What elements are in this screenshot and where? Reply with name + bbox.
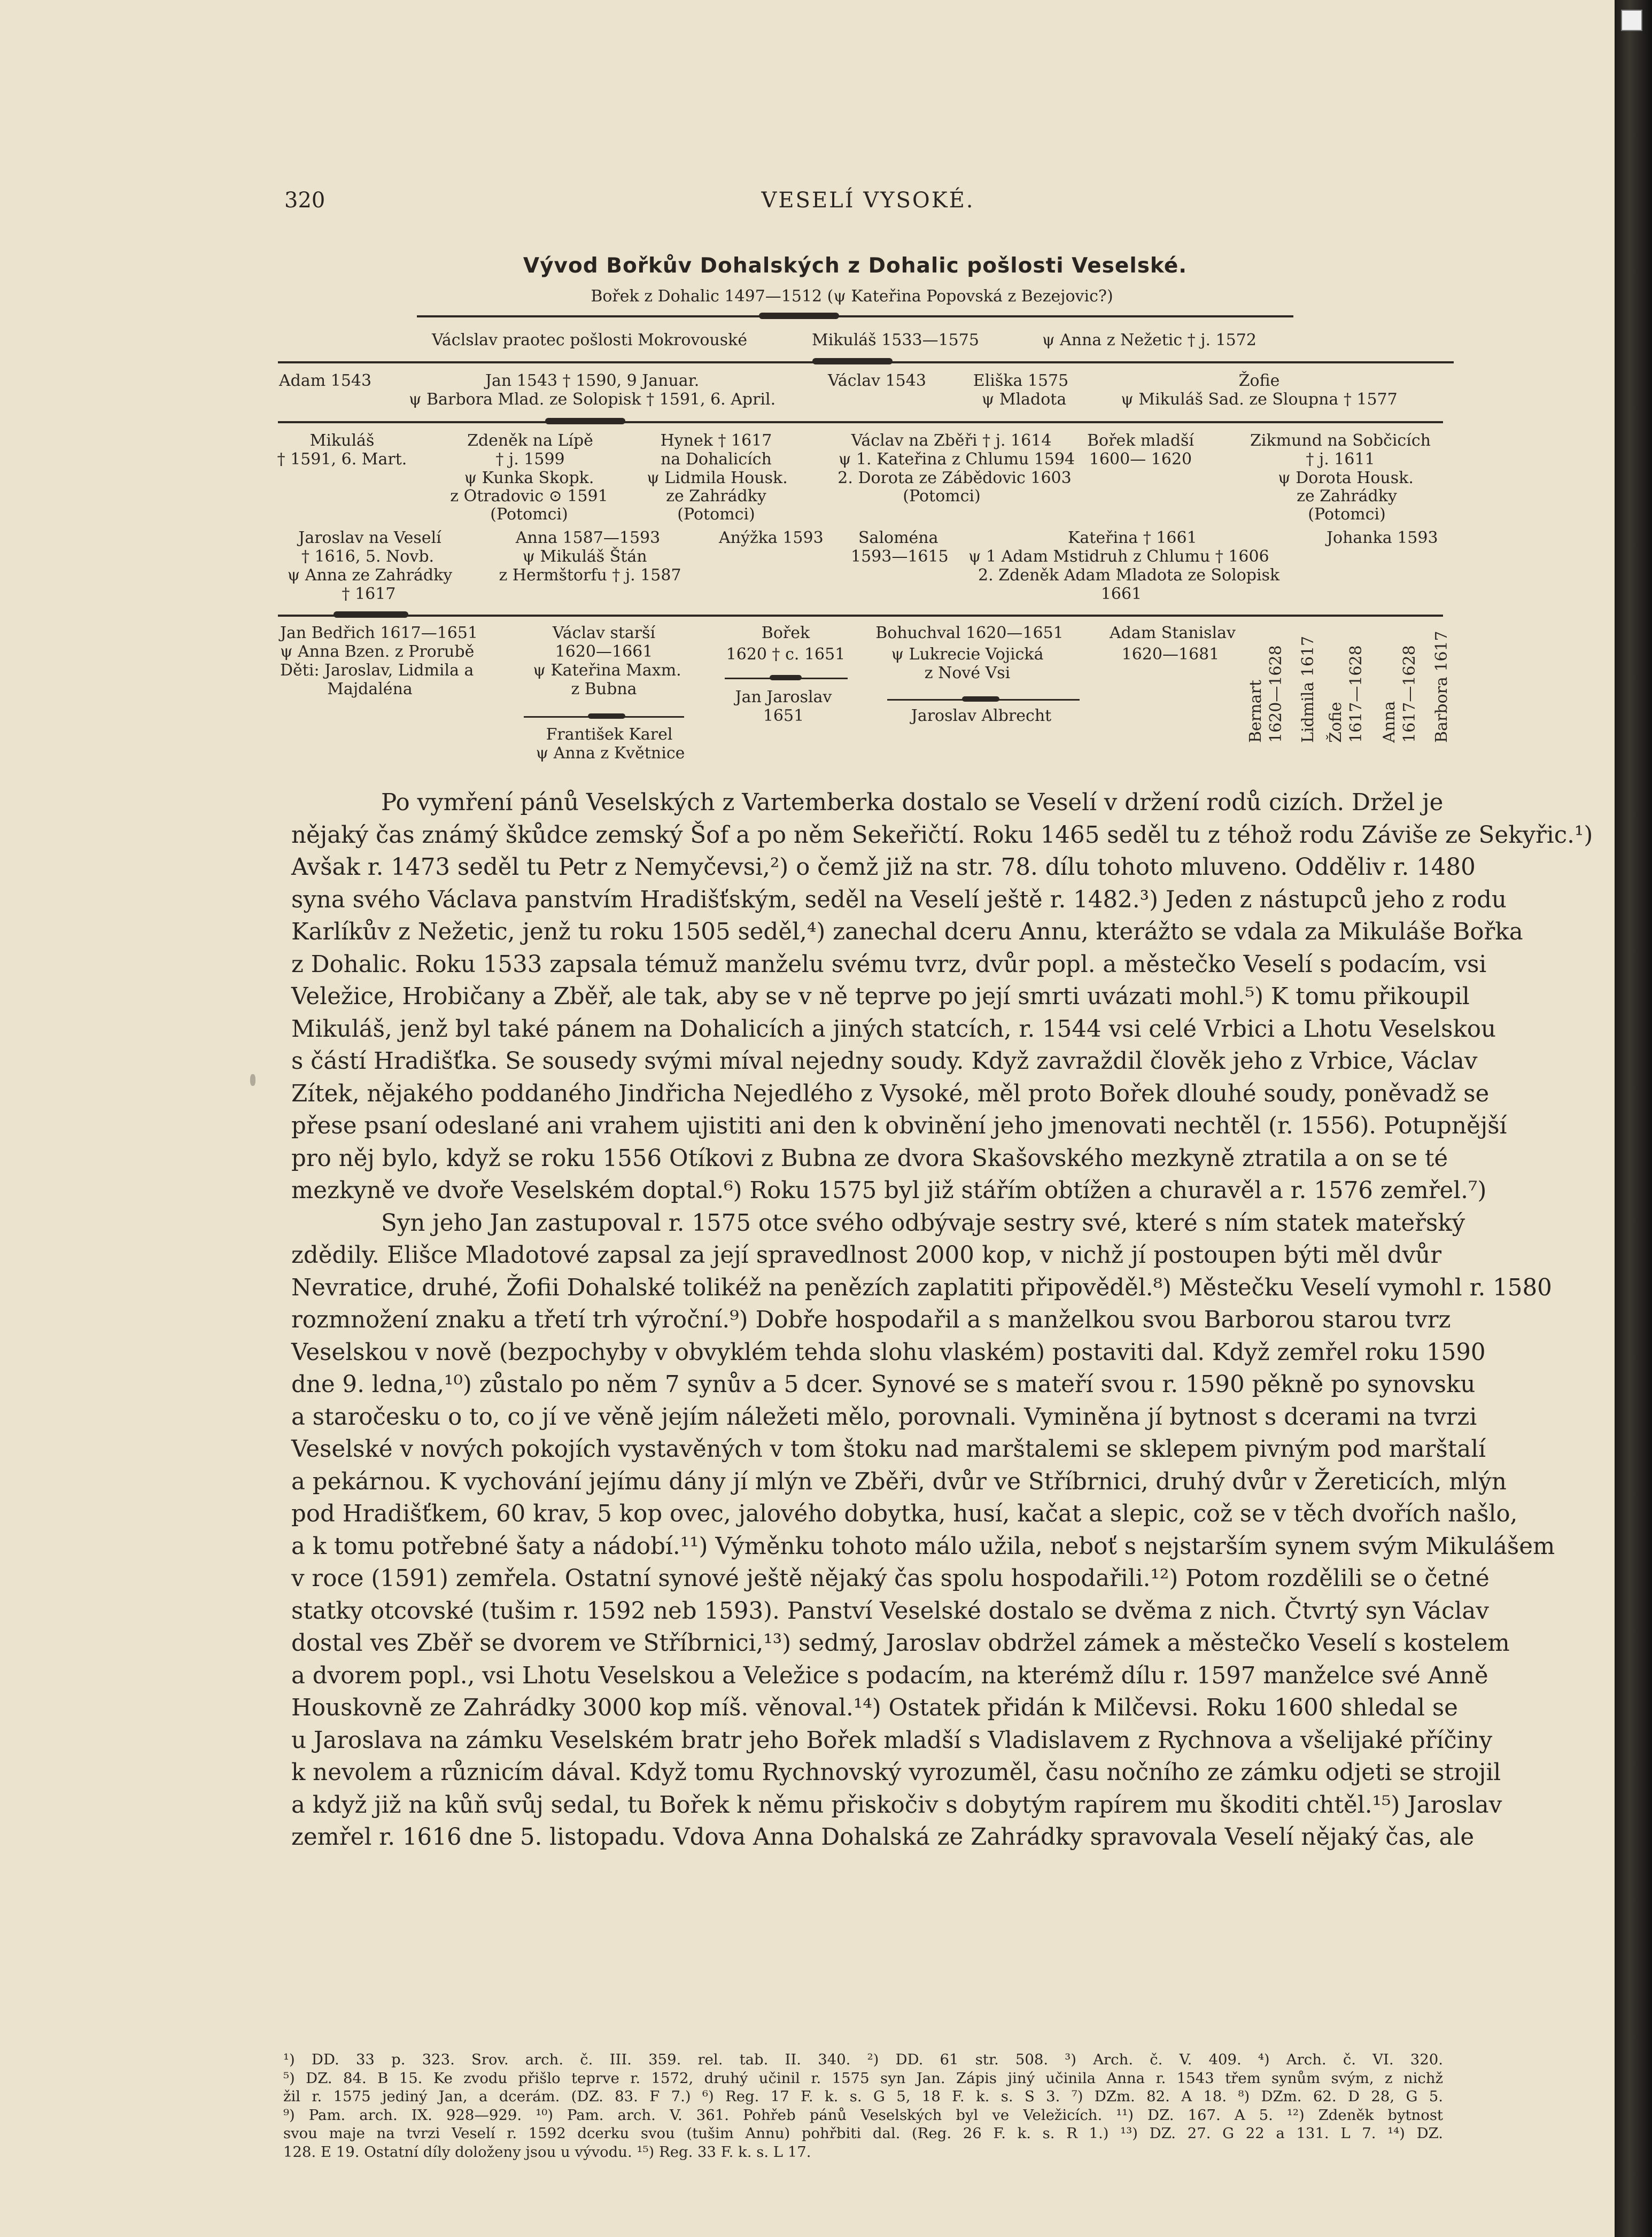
text-line: Jan Jaroslav [735,688,832,706]
text-line: k nevolem a různicím dával. Když tomu Rychnovský vyrozuměl, času nočního ze zámku odjeti se strojil [291,1759,1501,1786]
text-line: Karlíkův z Nežetic, jenž tu roku 1505 seděl,⁴) zanechal dceru Annu, kterážto se vdala za Mikuláše Bořka [291,919,1523,945]
text-line: Zikmund na Sobčicích [1250,431,1431,450]
text-line: z Bubna [571,680,637,698]
body-text [291,787,1593,1854]
gen4-anna-line1: Anna [1380,701,1399,743]
gen4-bernart-line2: 1620—1628 [1267,645,1285,743]
text-line: 1620—1681 [1121,645,1220,664]
gen4-jaroslav-albrecht: Jaroslav Albrecht [911,706,1052,725]
ink-spot [250,1074,255,1086]
bracket-nub [333,611,408,618]
text-line: ψ Kateřina Maxm. [533,661,681,680]
text-line: ψ Anna Bzen. z Prorubě [280,642,475,661]
text-line: a pekárnou. K vychování jejímu dány jí mlýn ve Zběři, dvůr ve Stříbrnici, druhý dvůr v Žereticích, mlýn [291,1468,1507,1495]
text-line: Jan Bedřich 1617—1651 [280,624,478,642]
text-line: Zítek, nějakého poddaného Jindřicha Nejedlého z Vysoké, měl proto Bořek dlouhé soudy, poněvadž se [291,1080,1490,1107]
text-line: Zdeněk na Lípě [467,431,593,450]
text-line: Syn jeho Jan zastupoval r. 1575 otce svého odbývaje sestry své, které s ním statek mateřský [381,1209,1465,1237]
text-line: † 1591, 6. Mart. [277,450,407,469]
text-line: František Karel [546,725,673,744]
text-line: Veselské v nových pokojích vystavěných v tom štoku nad marštalemi se sklepem pivným pod marštalí [291,1436,1486,1463]
text-line: 1593—1615 [851,547,949,566]
text-line: Saloména [858,529,939,547]
text-line: rozmnožení znaku a třetí trh výroční.⁹) Dobře hospodařil a s manželkou svou Barborou starou tvrz [291,1307,1451,1333]
text-line: Nevratice, druhé, Žofii Dohalské tolikéž na penězích zaplatiti připověděl.⁸) Městečku Veselí vymohl r. 1580 [291,1274,1552,1301]
text-line: zdědily. Elišce Mladotové zapsal za její spravedlnost 2000 kop, v nichž jí postoupen býti měl dvůr [291,1242,1441,1269]
text-line: dostal ves Zběř se dvorem ve Stříbrnici,¹³) sedmý, Jaroslav obdržel zámek a městečko Veselí s kostelem [291,1630,1510,1657]
text-line: a k tomu potřebné šaty a nádobí.¹¹) Výměnku tohoto málo užila, neboť s nejstarším synem svým Mikulášem [291,1533,1555,1560]
text-line: mezkyně ve dvoře Veselském doptal.⁶) Roku 1575 byl již stářím obtížen a churavěl a r. 1576 zemřel.⁷) [291,1177,1487,1204]
gen2-zofie-line2: ψ Mikuláš Sad. ze Sloupna † 1577 [1121,390,1398,409]
text-line: 1661 [1100,585,1142,603]
bracket-nub [770,675,802,680]
text-line: z Nové Vsi [924,664,1011,682]
text-line: syna svého Václava panstvím Hradišťským, seděl na Veselí ještě r. 1482.³) Jeden z nástupců jeho z rodu [291,886,1507,913]
gen3-anyzka: Anýžka 1593 [719,529,824,547]
text-line: 1620—1661 [555,642,653,661]
gen4-lidmila: Lidmila 1617 [1299,635,1317,743]
gen1-mikulas: Mikuláš 1533—1575 [812,331,979,349]
text-line: † 1616, 5. Novb. [301,547,435,566]
text-line: 1651 [763,706,804,725]
gen2-jan-line1: Jan 1543 † 1590, 9 Januar. [485,371,700,390]
genealogy-title: Vývod Bořkův Dohalských z Dohalic pošlosti Veselské. [523,254,1188,278]
text-line: z Hermštorfu † j. 1587 [499,566,681,585]
text-line: ψ Dorota Housk. [1278,469,1414,487]
text-line: ψ 1 Adam Mstidruh z Chlumu † 1606 [968,547,1269,566]
gen2-eliska-line2: ψ Mladota [981,390,1067,409]
text-line: pod Hradišťkem, 60 krav, 5 kop ovec, jalového dobytka, husí, kačat a slepic, což se v těch dvořích našlo, [291,1501,1518,1527]
text-line: ψ 1. Kateřina z Chlumu 1594 [838,450,1075,469]
text-line: ze Zahrádky [1297,487,1397,506]
text-line: Veležice, Hrobičany a Zběř, ale tak, aby se v ně teprve po její smrti uvázati mohl.⁵) K tomu přikoupil [291,983,1470,1010]
text-line: Majdaléna [327,680,413,698]
text-line: dne 9. ledna,¹⁰) zůstalo po něm 7 synův a 5 dcer. Synové se s mateří svou r. 1590 pěkně po synovsku [291,1371,1476,1398]
gen1-vaclav: Václslav praotec pošlosti Mokrovouské [432,331,748,349]
text-line: (Potomci) [1308,505,1386,524]
footnote-line: ⁵) DZ. 84. B 15. Ke zvodu přišlo teprve r. 1572, druhý učinil r. 1575 syn Jan. Zápis jiný učinila Anna r. 1543 třem synům svým, z nichž [283,2069,1443,2087]
footnote-line: žil r. 1575 jediný Jan, a dcerám. (DZ. 83. F 7.) ⁶) Reg. 17 F. k. s. G 5, 18 F. k. s. S 3. ⁷) DZm. 82. A 18. ⁸) DZm. 62. D 28, G 5. [283,2088,1443,2105]
text-line: ψ Anna ze Zahrádky [287,566,453,585]
text-line: Hynek † 1617 [660,431,772,450]
gen2-zofie-line1: Žofie [1238,371,1280,390]
footnote-line: 128. E 19. Ostatní díly doloženy jsou u vývodu. ¹⁵) Reg. 33 F. k. s. L 17. [283,2143,811,2161]
text-line: statky otcovské (tušim r. 1592 neb 1593). Panství Veselské dostalo se dvěma z nich. Čtvrtý syn Václav [291,1597,1489,1625]
text-line: a staročesku o to, co jí ve věně jejím náležeti mělo, porovnali. Vyminěna jí bytnost s dcerami na tvrzi [291,1403,1477,1431]
root-person: Bořek z Dohalic 1497—1512 (ψ Kateřina Popovská z Bezejovic?) [591,287,1113,306]
text-line: Václav na Zběři † j. 1614 [851,431,1052,450]
footnotes [283,2050,1443,2161]
text-line: Bořek [761,624,810,642]
text-line: zemřel r. 1616 dne 5. listopadu. Vdova Anna Dohalská ze Zahrádky spravovala Veselí nějaký čas, ale [291,1824,1475,1851]
text-line: ψ Kunka Skopk. [464,469,594,487]
gen4-bernart-line1: Bernart [1246,680,1265,743]
text-line: Bořek mladší [1087,431,1195,450]
text-line: Děti: Jaroslav, Lidmila a [280,661,474,680]
bracket-nub [545,418,625,424]
text-line: 2. Dorota ze Zábědovic 1603 [837,469,1072,487]
bracket-line [417,315,1293,317]
gen1-anna: ψ Anna z Nežetic † j. 1572 [1042,331,1257,349]
text-line: Bohuchval 1620—1651 [875,624,1064,642]
text-line: z Otradovic ⊙ 1591 [450,487,608,506]
text-line: † j. 1611 [1306,450,1375,469]
text-line: ψ Mikuláš Štán [522,547,647,566]
gen2-vaclav: Václav 1543 [828,371,926,390]
text-line: Veselskou v nově (bezpochyby v obvyklém tehda slohu vlaském) postaviti dal. Když zemřel roku 1590 [291,1339,1486,1366]
text-line: † j. 1599 [495,450,565,469]
gen4-zofie-line1: Žofie [1327,702,1345,743]
gen2-adam: Adam 1543 [279,371,372,390]
bracket-line [278,421,1443,423]
text-line: Mikuláš, jenž byl také pánem na Dohalicích a jiných statcích, r. 1544 vsi celé Vrbici a Lhotu Veselskou [291,1015,1496,1043]
page-number: 320 [284,188,325,213]
text-line: ψ Anna z Květnice [536,744,685,763]
text-line: (Potomci) [677,505,755,524]
text-line: z Dohalic. Roku 1533 zapsala témuž manželu svému tvrz, dvůr popl. a městečko Veselí s podacím, vsi [291,951,1487,978]
text-line: Anna 1587—1593 [515,529,661,547]
text-line: (Potomci) [490,505,568,524]
text-line: pro něj bylo, když se roku 1556 Otíkovi z Bubna ze dvora Skašovského mezkyně ztratila a on se té [291,1145,1448,1172]
bracket-nub [962,696,999,702]
bracket-line [278,615,1443,617]
footnote-line: svou maje na tvrzi Veselí r. 1592 dcerku svou (tušim Annu) pohřbiti dal. (Reg. 26 F. k. s. R 1.) ¹³) DZ. 27. G 22 a 131. L 7. ¹⁴) DZ. [283,2125,1443,2142]
text-line: † 1617 [342,585,396,603]
gen4-barbora: Barbora 1617 [1432,631,1451,743]
text-line: a když již na kůň svůj sedal, tu Bořek k němu přiskočiv s dobytým rapírem mu škoditi chtěl.¹⁵) Jaroslav [291,1791,1502,1819]
text-line: u Jaroslava na zámku Veselském bratr jeho Bořek mladší s Vladislavem z Rychnova a všelijaké příčiny [291,1727,1493,1754]
text-line: ψ Lukrecie Vojická [891,645,1044,664]
text-line: (Potomci) [903,487,981,506]
text-line: 2. Zdeněk Adam Mladota ze Solopisk [978,566,1280,585]
text-line: Mikuláš [309,431,375,450]
text-line: Kateřina † 1661 [1068,529,1197,547]
text-line: Avšak r. 1473 seděl tu Petr z Nemyčevsi,²) o čemž již na str. 78. dílu tohoto mluveno. Odděliv r. 1480 [291,854,1476,881]
text-line: Václav starší [552,624,656,642]
footnote-line: ¹) DD. 33 p. 323. Srov. arch. č. III. 359. rel. tab. II. 340. ²) DD. 61 str. 508. ³) Arch. č. V. 409. ⁴) Arch. č. VI. 320. [283,2051,1443,2068]
text-line: nějaký čas známý škůdce zemský Šof a po něm Sekeřičtí. Roku 1465 seděl tu z téhož rodu Záviše ze Sekyřic.¹) [291,821,1593,849]
scan-marker [1621,10,1642,31]
text-line: ψ Lidmila Housk. [647,469,788,487]
text-line: Po vymření pánů Veselských z Vartemberka dostalo se Veselí v držení rodů cizích. Držel je [381,789,1444,816]
text-line: 1620 † c. 1651 [726,645,846,664]
text-line: ze Zahrádky [666,487,766,506]
gen2-jan-line2: ψ Barbora Mlad. ze Solopisk † 1591, 6. April. [409,390,776,409]
bracket-nub [588,713,625,719]
gen2-eliska-line1: Eliška 1575 [973,371,1069,390]
gen4-anna-line2: 1617—1628 [1400,645,1419,743]
text-line: s částí Hradišťka. Se sousedy svými míval nejedny soudy. Když zavraždil člověk jeho z Vrbice, Václav [291,1048,1478,1075]
text-line: 1600— 1620 [1089,450,1192,469]
text-line: a dvorem popl., vsi Lhotu Veselskou a Veležice s podacím, na kterémž dílu r. 1597 manželce své Anně [291,1662,1488,1689]
running-title: VESELÍ VYSOKÉ. [761,188,975,213]
gen3-johanka: Johanka 1593 [1327,529,1438,547]
text-line: v roce (1591) zemřela. Ostatní synové ještě nějaký čas spolu hospodařili.¹²) Potom rozdělili se o četné [291,1565,1490,1592]
text-line: přese psaní odeslané ani vrahem ujistiti ani den k obvinění jeho jmenovati nechtěl (r. 1556). Potupnější [291,1113,1507,1139]
footnote-line: ⁹) Pam. arch. IX. 928—929. ¹⁰) Pam. arch. V. 361. Pohřeb pánů Veselských byl ve Veležicích. ¹¹) DZ. 167. A 5. ¹²) Zdeněk bytnost [283,2106,1443,2124]
bracket-nub [759,313,839,319]
text-line: Adam Stanislav [1110,624,1236,642]
text-line: Houskovně ze Zahrádky 3000 kop míš. věnoval.¹⁴) Ostatek přidán k Milčevsi. Roku 1600 shledal se [291,1695,1458,1721]
text-line: Jaroslav na Veselí [298,529,441,547]
gen4-zofie-line2: 1617—1628 [1347,645,1366,743]
text-line: na Dohalicích [661,450,772,469]
book-spine [1615,0,1652,2237]
bracket-nub [812,358,893,364]
